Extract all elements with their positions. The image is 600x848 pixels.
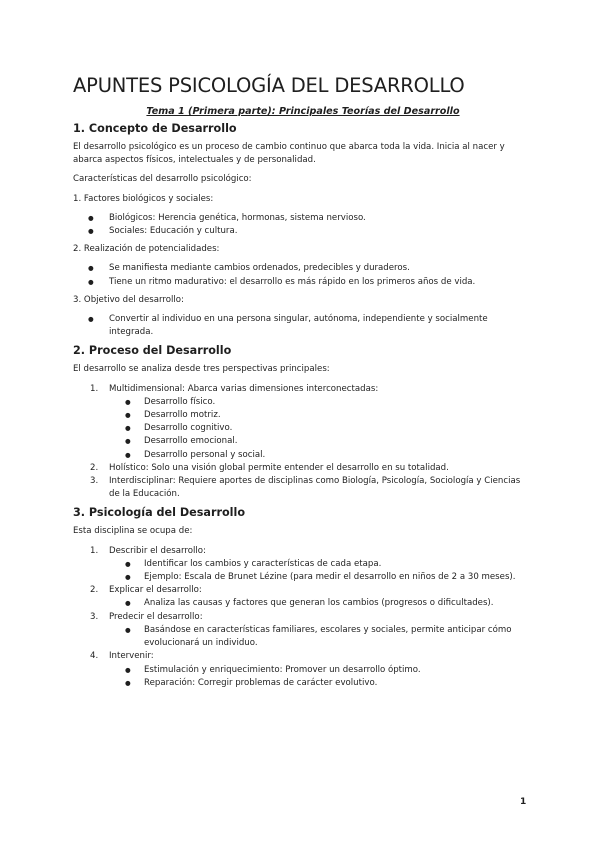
section-heading-concepto: 1. Concepto de Desarrollo [73,122,237,135]
sub-bullet-list [109,597,533,610]
list-item-text: Multidimensional: Abarca varias dimensiones interconectadas: [109,383,379,394]
list-number: 3. [90,476,99,487]
list-item-text: Predecir el desarrollo: [109,611,203,622]
document-subtitle: Tema 1 (Primera parte): Principales Teorías del Desarrollo [146,106,460,117]
list-item [73,611,533,651]
list-item: ● Ejemplo: Escala de Brunet Lézine (para medir el desarrollo en niños de 2 a 30 meses). [109,571,533,584]
list-item: ● Reparación: Corregir problemas de carácter evolutivo. [109,677,533,690]
sub-bullet-list [109,664,533,690]
list-item: ● Desarrollo motriz. [109,409,533,422]
paragraph: El desarrollo se analiza desde tres perspectivas principales: [73,364,330,375]
paragraph: Esta disciplina se ocupa de: [73,526,193,537]
paragraph: El desarrollo psicológico es un proceso de cambio continuo que abarca toda la vida. Inicia al nacer y abarca aspectos físicos, intelectuales y de personalidad. [73,142,505,166]
list-item: ● Tiene un ritmo madurativo: el desarrollo es más rápido en los primeros años de vida. [73,276,533,289]
paragraph: 2. Realización de potencialidades: [73,244,220,255]
list-item: ● Basándose en características familiares, escolares y sociales, permite anticipar cómo evolucionará un individuo. [109,624,533,650]
numbered-list [73,545,533,690]
bullet-list [73,262,533,288]
sub-bullet-list [109,396,533,462]
list-item: ● Desarrollo personal y social. [109,449,533,462]
list-item [73,650,533,690]
list-item [73,475,533,501]
list-number: 2. [90,585,99,596]
list-item: ● Identificar los cambios y características de cada etapa. [109,558,533,571]
list-item [73,545,533,585]
paragraph: Características del desarrollo psicológico: [73,174,252,185]
section-heading-proceso: 2. Proceso del Desarrollo [73,344,232,358]
paragraph: 3. Objetivo del desarrollo: [73,294,184,305]
list-number: 1. [90,383,99,394]
document-title: APUNTES PSICOLOGÍA DEL DESARROLLO [73,74,465,97]
list-item [73,462,533,475]
list-item: ● Desarrollo físico. [109,396,533,409]
section-heading-psicologia: 3. Psicología del Desarrollo [73,506,246,520]
list-item [73,584,533,610]
list-item-text: Intervenir: [109,651,154,662]
list-number: 1. [90,545,99,556]
list-item-text: Explicar el desarrollo: [109,585,202,596]
paragraph: 1. Factores biológicos y sociales: [73,193,214,204]
bullet-list [73,212,533,238]
list-item [73,383,533,462]
list-item: ● Se manifiesta mediante cambios ordenados, predecibles y duraderos. [73,262,533,275]
list-item: ● Sociales: Educación y cultura. [73,225,533,238]
list-number: 3. [90,611,99,622]
sub-bullet-list [109,558,533,584]
list-number: 4. [90,651,99,662]
document-page [73,74,533,695]
list-item: ● Desarrollo cognitivo. [109,422,533,435]
list-item: ● Analiza las causas y factores que generan los cambios (progresos o dificultades). [109,597,533,610]
bullet-list [73,313,533,339]
list-item: ● Biológicos: Herencia genética, hormonas, sistema nervioso. [73,212,533,225]
list-item-text: Interdisciplinar: Requiere aportes de disciplinas como Biología, Psicología, Sociología y Ciencias de la Educación. [109,476,521,500]
list-number: 2. [90,462,99,473]
numbered-list [73,383,533,502]
list-item: ● Estimulación y enriquecimiento: Promover un desarrollo óptimo. [109,664,533,677]
list-item: ● Convertir al individuo en una persona singular, autónoma, independiente y socialmente integrada. [73,313,533,339]
list-item: ● Desarrollo emocional. [109,435,533,448]
page-number: 1 [520,797,527,807]
list-item-text: Holístico: Solo una visión global permite entender el desarrollo en su totalidad. [109,462,449,473]
sub-bullet-list [109,624,533,650]
list-item-text: Describir el desarrollo: [109,545,206,556]
